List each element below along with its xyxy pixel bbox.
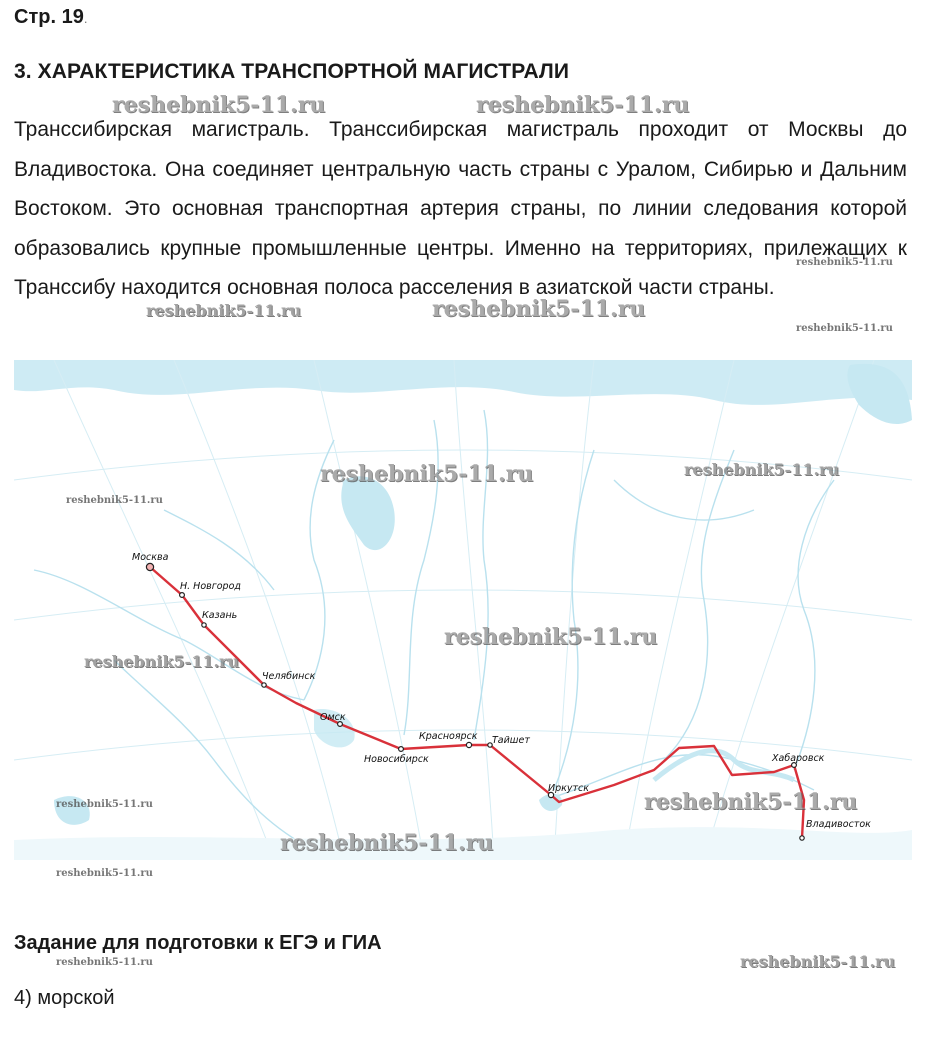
city-marker-novosibirsk [399,747,404,752]
city-marker-krasnoyarsk [466,742,471,747]
section-paragraph: Транссибирская магистраль. Транссибирская магистраль проходит от Москвы до Владивостока. Она соединяет центральную часть страны с Уралом, Сибирью и Дальним Востоком. Это основная транспортная артерия страны, по линии следования которой образовались крупные промышленные центры. Именно на территориях, прилежащих к Транссибу находится основная полоса расселения в азиатской части страны. [14,118,907,299]
city-label-chelyabinsk: Челябинск [262,671,316,682]
section-heading: 3. ХАРАКТЕРИСТИКА ТРАНСПОРТНОЙ МАГИСТРАЛИ [14,60,570,83]
city-label-kazan: Казань [202,610,238,621]
city-marker-moscow [146,563,153,570]
watermark-logo: reshebnik5-11.ru [56,868,153,879]
city-label-n-novgorod: Н. Новгород [180,581,241,592]
watermark-logo: reshebnik5-11.ru [84,652,240,671]
watermark-logo: reshebnik5-11.ru [280,830,494,856]
watermark-logo: reshebnik5-11.ru [432,296,646,322]
watermark-logo: reshebnik5-11.ru [444,624,658,650]
watermark-logo: reshebnik5-11.ru [56,957,153,968]
watermark-logo: reshebnik5-11.ru [644,789,858,815]
map-background [14,360,912,860]
watermark-logo: reshebnik5-11.ru [740,952,896,971]
city-label-omsk: Омск [320,712,346,723]
city-marker-vladivostok [800,836,804,840]
city-label-moscow: Москва [132,552,169,563]
watermark-logo: reshebnik5-11.ru [112,92,326,118]
task-heading: Задание для подготовки к ЕГЭ и ГИА [14,932,382,954]
city-marker-chelyabinsk [262,683,266,687]
city-label-vladivostok: Владивосток [806,819,871,830]
task-answer: 4) морской [14,987,115,1009]
city-label-khabarovsk: Хабаровск [772,753,825,764]
watermark-logo: reshebnik5-11.ru [796,257,893,268]
city-label-irkutsk: Иркутск [548,783,589,794]
watermark-logo: reshebnik5-11.ru [146,301,302,320]
city-marker-n-novgorod [180,593,185,598]
watermark-logo: reshebnik5-11.ru [66,495,163,506]
watermark-logo: reshebnik5-11.ru [796,323,893,334]
watermark-logo: reshebnik5-11.ru [320,461,534,487]
city-label-tayshet: Тайшет [492,735,530,746]
watermark-logo: reshebnik5-11.ru [476,92,690,118]
city-label-krasnoyarsk: Красноярск [419,731,478,742]
page-number-text: Стр. 19 [14,6,84,28]
watermark-logo: reshebnik5-11.ru [684,460,840,479]
transsib-map [14,360,912,860]
page-number [14,6,87,29]
city-marker-kazan [202,623,206,627]
page-number-dot: . [83,11,88,26]
watermark-logo: reshebnik5-11.ru [56,799,153,810]
city-label-novosibirsk: Новосибирск [364,754,429,765]
